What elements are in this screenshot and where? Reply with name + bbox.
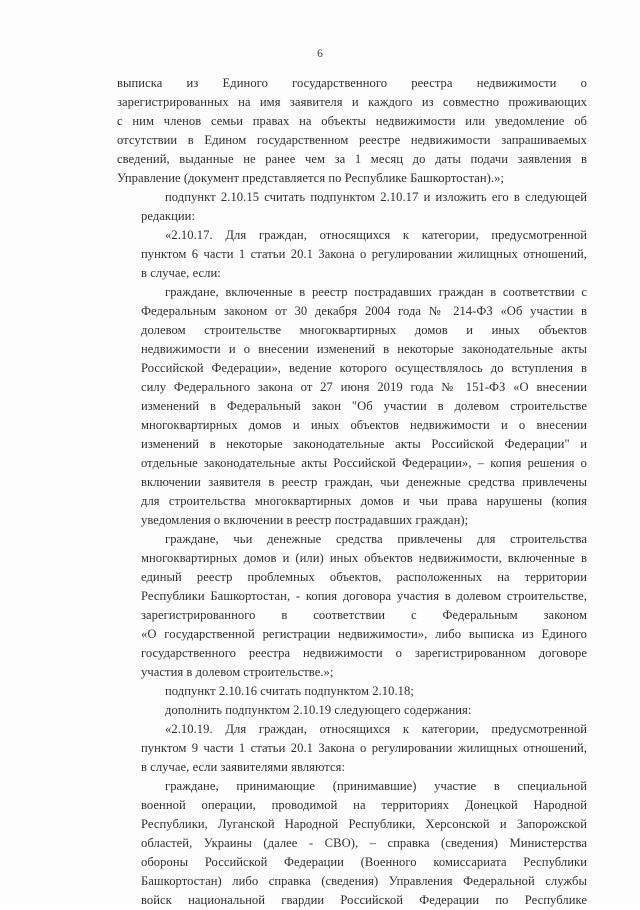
text-line: изменений в некоторые законодательные акты Российской Федерации" и — [141, 437, 587, 451]
text-line: Республики Башкортостан, - копия договора участия в долевом строительстве, — [141, 589, 587, 603]
paragraph — [117, 682, 587, 701]
paragraph — [117, 226, 587, 283]
text-line: областей, Украины (далее - СВО), – справка (сведения) Министерства — [141, 836, 587, 850]
paragraph — [117, 530, 587, 682]
text-line: войск национальной гвардии Российской Федерации по Республике — [141, 893, 587, 907]
text-line: долевом строительстве многоквартирных домов и иных объектов — [141, 323, 587, 337]
text-line: Республики, Луганской Народной Республики, Херсонской и Запорожской — [141, 817, 587, 831]
text-line: в случае, если заявителями являются: — [141, 760, 346, 774]
text-line: зарегистрированного в соответствии с Федеральным законом — [141, 608, 587, 622]
paragraph — [117, 188, 587, 226]
text-line: отдельные законодательные акты Российской Федерации», – копия решения о — [141, 456, 587, 470]
text-line: с ним членов семьи правах на объекты недвижимости или уведомление об — [117, 114, 587, 128]
text-line: сведений, выданные не ранее чем за 1 месяц до даты подачи заявления в — [117, 152, 587, 166]
text-line: граждане, включенные в реестр пострадавших граждан в соответствии с — [165, 285, 587, 299]
paragraph — [117, 701, 587, 720]
text-line: военной операции, проводимой на территориях Донецкой Народной — [141, 798, 587, 812]
text-line: Башкортостан) либо справка (сведения) Управления Федеральной службы — [141, 874, 587, 888]
text-line: дополнить подпунктом 2.10.19 следующего содержания: — [165, 703, 472, 717]
text-line: редакции: — [141, 209, 196, 223]
text-line: граждане, чьи денежные средства привлечены для строительства — [165, 532, 587, 546]
text-line: подпункт 2.10.15 считать подпунктом 2.10.17 и изложить его в следующей — [165, 190, 587, 204]
text-line: включении заявителя в реестр граждан, чьи денежные средства привлечены — [141, 475, 587, 489]
text-line: «2.10.17. Для граждан, относящихся к категории, предусмотренной — [165, 228, 587, 242]
text-line: «О государственной регистрации недвижимости», либо выписка из Единого — [141, 627, 587, 641]
text-line: Управление (документ представляется по Республике Башкортостан).»; — [117, 171, 505, 185]
text-line: единый реестр проблемных объектов, расположенных на территории — [141, 570, 587, 584]
paragraph — [117, 283, 587, 530]
text-line: Российской Федерации», ведение которого осуществлялось до вступления в — [141, 361, 587, 375]
text-line: выписка из Единого государственного реестра недвижимости о — [117, 76, 587, 90]
text-line: для строительства многоквартирных домов и чьи права нарушены (копия — [141, 494, 587, 508]
text-line: «2.10.19. Для граждан, относящихся к категории, предусмотренной — [165, 722, 587, 736]
text-line: участия в долевом строительстве.»; — [141, 665, 334, 679]
text-line: граждане, принимающие (принимавшие) участие в специальной — [165, 779, 587, 793]
page-number: 6 — [317, 48, 323, 60]
text-line: Федеральным законом от 30 декабря 2004 года № 214-ФЗ «Об участии в — [141, 304, 587, 318]
text-line: изменений в Федеральный закон "Об участии в долевом строительстве — [141, 399, 587, 413]
paragraph — [117, 720, 587, 777]
text-line: пунктом 6 части 1 статьи 20.1 Закона о регулировании жилищных отношений, — [141, 247, 587, 261]
text-line: силу Федерального закона от 27 июня 2019 года № 151-ФЗ «О внесении — [141, 380, 587, 394]
text-line: в случае, если: — [141, 266, 221, 280]
text-line: отсутствии в Едином государственном реестре недвижимости запрашиваемых — [117, 133, 587, 147]
text-line: государственного реестра недвижимости о зарегистрированном договоре — [141, 646, 587, 660]
text-line: пунктом 9 части 1 статьи 20.1 Закона о регулировании жилищных отношений, — [141, 741, 587, 755]
text-line: многоквартирных домов и иных объектов недвижимости и о внесении — [141, 418, 587, 432]
paragraph — [117, 777, 587, 910]
text-line: недвижимости и о внесении изменений в некоторые законодательные акты — [141, 342, 587, 356]
text-line: уведомления о включении в реестр пострадавших граждан); — [141, 513, 469, 527]
document-body — [117, 74, 587, 910]
text-line: обороны Российской Федерации (Военного комиссариата Республики — [141, 855, 587, 869]
text-line: многоквартирных домов и (или) иных объектов недвижимости, включенные в — [141, 551, 587, 565]
text-line: зарегистрированных на имя заявителя и каждого из совместно проживающих — [117, 95, 587, 109]
text-line: подпункт 2.10.16 считать подпунктом 2.10.18; — [165, 684, 414, 698]
paragraph — [117, 74, 587, 188]
